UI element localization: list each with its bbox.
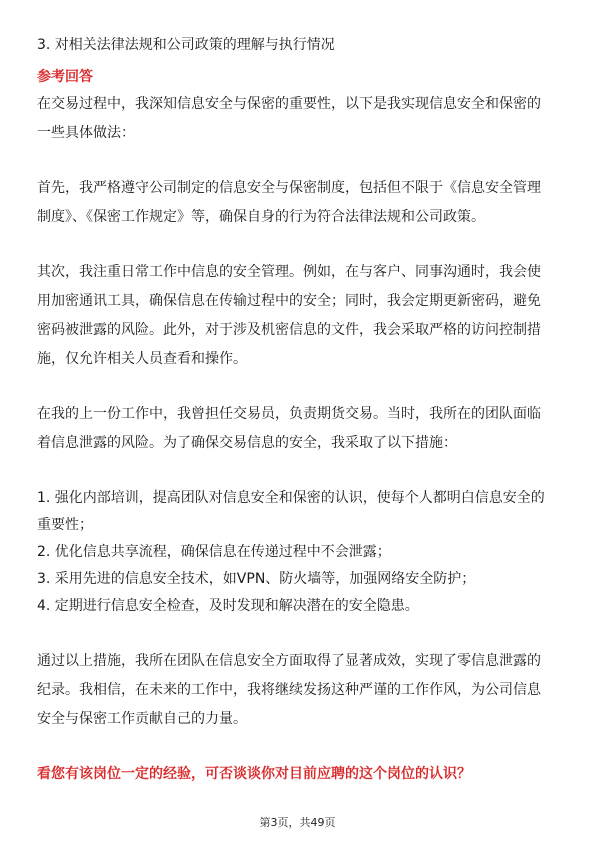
text-line: 其次，我注重日常工作中信息的安全管理。例如，在与客户、同事沟通时，我会使: [37, 264, 541, 280]
text-line: 纪录。我相信，在未来的工作中，我将继续发扬这种严谨的工作作风，为公司信息: [37, 682, 541, 698]
paragraph-experience: [37, 402, 559, 455]
text-line: 密码被泄露的风险。此外，对于涉及机密信息的文件，我会采取严格的访问控制措: [37, 322, 541, 338]
text-line: 制度》、《保密工作规定》等，确保自身的行为符合法律法规和公司政策。: [37, 209, 485, 225]
list-item: 4. 定期进行信息安全检查，及时发现和解决潜在的安全隐患。: [37, 598, 419, 614]
list-item: 3. 采用先进的信息安全技术，如VPN、防火墙等，加强网络安全防护；: [37, 571, 476, 587]
text-line: 通过以上措施，我所在团队在信息安全方面取得了显著成效，实现了零信息泄露的: [37, 653, 541, 669]
text-line: 首先，我严格遵守公司制定的信息安全与保密制度，包括但不限于《信息安全管理: [37, 180, 541, 196]
document-page: [37, 33, 559, 786]
answer-label: 参考回答: [37, 69, 93, 85]
paragraph-conclusion: [37, 649, 559, 731]
text-line: 安全与保密工作贡献自己的力量。: [37, 711, 247, 727]
text-line: 在我的上一份工作中，我曾担任交易员，负责期货交易。当时，我所在的团队面临: [37, 406, 541, 422]
text-line: 用加密通讯工具，确保信息在传输过程中的安全；同时，我会定期更新密码，避免: [37, 293, 541, 309]
list-item: 重要性；: [37, 517, 93, 533]
paragraph-second: [37, 260, 559, 371]
list-item: 2. 优化信息共享流程，确保信息在传递过程中不会泄露；: [37, 544, 391, 560]
text-line: 一些具体做法：: [37, 125, 135, 141]
text-line: 着信息泄露的风险。为了确保交易信息的安全，我采取了以下措施：: [37, 435, 457, 451]
next-question: 看您有该岗位一定的经验，可否谈谈你对目前应聘的这个岗位的认识？: [37, 766, 471, 782]
measures-list: [37, 486, 559, 618]
list-item: 1. 强化内部培训，提高团队对信息安全和保密的认识，使每个人都明白信息安全的: [37, 490, 545, 506]
text-line: 在交易过程中，我深知信息安全与保密的重要性，以下是我实现信息安全和保密的: [37, 96, 541, 112]
question-heading: 3. 对相关法律法规和公司政策的理解与执行情况: [37, 37, 335, 53]
paragraph-intro: [37, 92, 559, 145]
paragraph-first: [37, 176, 559, 229]
page-footer: 第3页，共49页: [259, 816, 336, 829]
text-line: 施，仅允许相关人员查看和操作。: [37, 351, 247, 367]
